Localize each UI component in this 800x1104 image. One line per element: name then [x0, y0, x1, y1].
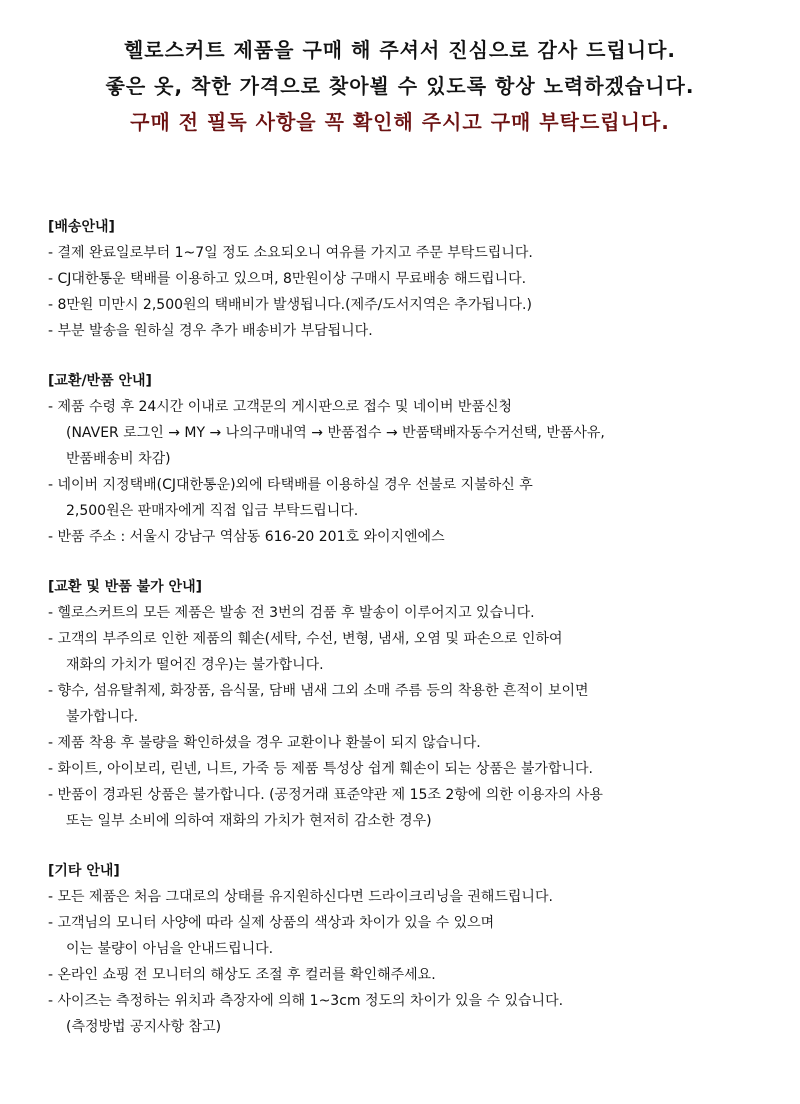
- section-line: (NAVER 로그인 → MY → 나의구매내역 → 반품접수 → 반품택배자동수거선택, 반품사유,: [66, 425, 605, 441]
- section-line: - 제품 수령 후 24시간 이내로 고객문의 게시판으로 접수 및 네이버 반품신청: [48, 399, 513, 415]
- section-line: - 고객님의 모니터 사양에 따라 실제 상품의 색상과 차이가 있을 수 있으며: [48, 915, 495, 931]
- shipping-section: [48, 214, 788, 344]
- header: [0, 32, 800, 140]
- thanks-line: 헬로스커트 제품을 구매 해 주셔서 진심으로 감사 드립니다.: [123, 38, 677, 62]
- section-line: 불가합니다.: [66, 709, 139, 725]
- section-line: (측정방법 공지사항 참고): [66, 1019, 222, 1035]
- notice-line: 구매 전 필독 사항을 꼭 확인해 주시고 구매 부탁드립니다.: [130, 110, 670, 134]
- section-line: - 네이버 지정택배(CJ대한통운)외에 타택배를 이용하실 경우 선불로 지불하신 후: [48, 477, 533, 493]
- section-line: - 사이즈는 측정하는 위치과 측장자에 의해 1~3cm 정도의 차이가 있을 수 있습니다.: [48, 993, 564, 1009]
- section-line: 이는 불량이 아님을 안내드립니다.: [66, 941, 274, 957]
- section-line: - 부분 발송을 원하실 경우 추가 배송비가 부담됩니다.: [48, 323, 373, 339]
- section-line: - 반품이 경과된 상품은 불가합니다. (공정거래 표준약관 제 15조 2항에 의한 이용자의 사용: [48, 787, 603, 803]
- section-line: - 모든 제품은 처음 그대로의 상태를 유지원하신다면 드라이크리닝을 권해드립니다.: [48, 889, 553, 905]
- section-line: - 고객의 부주의로 인한 제품의 훼손(세탁, 수선, 변형, 냄새, 오염 및 파손으로 인하여: [48, 631, 563, 647]
- section-line: - 결제 완료일로부터 1~7일 정도 소요되오니 여유를 가지고 주문 부탁드립니다.: [48, 245, 533, 261]
- info-sections: [48, 214, 788, 1064]
- etc-section: [48, 858, 788, 1040]
- section-line: - 헬로스커트의 모든 제품은 발송 전 3번의 검품 후 발송이 이루어지고 있습니다.: [48, 605, 535, 621]
- section-line: - 향수, 섬유탈취제, 화장품, 음식물, 담배 냄새 그외 소매 주름 등의 착용한 흔적이 보이면: [48, 683, 589, 699]
- section-line: - 8만원 미만시 2,500원의 택배비가 발생됩니다.(제주/도서지역은 추가됩니다.): [48, 297, 532, 313]
- section-line: 반품배송비 차감): [66, 451, 171, 467]
- no-return-section: [48, 574, 788, 834]
- section-line: - 온라인 쇼핑 전 모니터의 해상도 조절 후 컬러를 확인해주세요.: [48, 967, 436, 983]
- section-title: [기타 안내]: [48, 863, 120, 879]
- section-line: 재화의 가치가 떨어진 경우)는 불가합니다.: [66, 657, 324, 673]
- section-line: - 화이트, 아이보리, 린넨, 니트, 가죽 등 제품 특성상 쉽게 훼손이 되는 상품은 불가합니다.: [48, 761, 593, 777]
- section-title: [교환/반품 안내]: [48, 373, 152, 389]
- exchange-return-section: [48, 368, 788, 550]
- section-line: 또는 일부 소비에 의하여 재화의 가치가 현저히 감소한 경우): [66, 813, 432, 829]
- section-line: - CJ대한통운 택배를 이용하고 있으며, 8만원이상 구매시 무료배송 해드립니다.: [48, 271, 527, 287]
- promise-line: 좋은 옷, 착한 가격으로 찾아뵐 수 있도록 항상 노력하겠습니다.: [105, 74, 695, 98]
- section-line: 2,500원은 판매자에게 직접 입금 부탁드립니다.: [66, 503, 359, 519]
- section-title: [배송안내]: [48, 219, 115, 235]
- section-line: - 제품 착용 후 불량을 확인하셨을 경우 교환이나 환불이 되지 않습니다.: [48, 735, 481, 751]
- section-title: [교환 및 반품 불가 안내]: [48, 579, 203, 595]
- section-line: - 반품 주소 : 서울시 강남구 역삼동 616-20 201호 와이지엔에스: [48, 529, 445, 545]
